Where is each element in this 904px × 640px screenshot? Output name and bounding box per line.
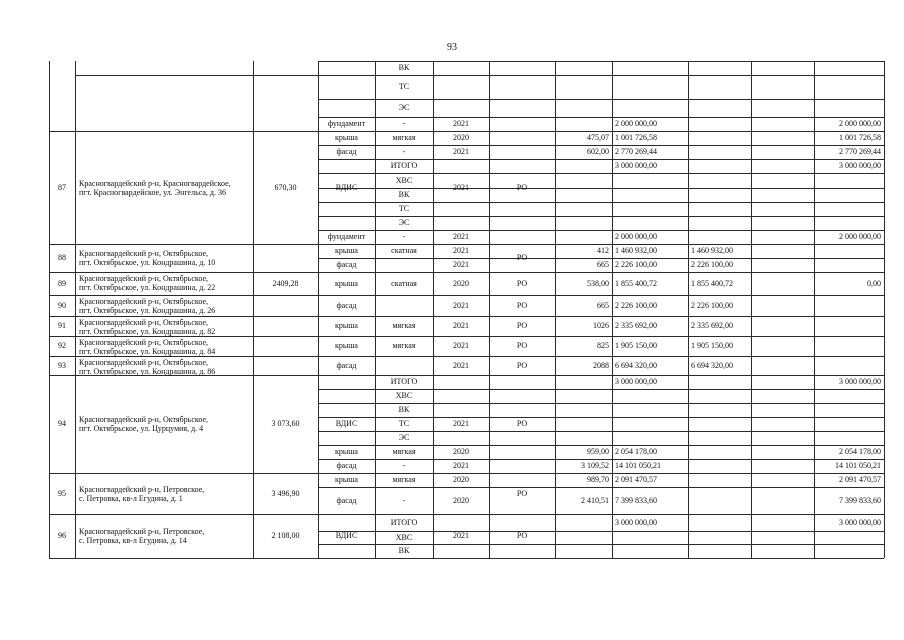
cell-sum: 3 000 000,00 xyxy=(615,377,657,386)
cell-roof: - xyxy=(402,232,406,241)
cell-roof: - xyxy=(402,461,406,470)
cell-sum: 2 000 000,00 xyxy=(615,119,657,128)
cell-year: 2021 xyxy=(453,301,469,310)
table-rule-vertical xyxy=(49,61,50,558)
table-rule-vertical xyxy=(612,61,613,558)
address-line: Красногвардейский р-н, Петровское, xyxy=(79,527,205,536)
cell-roof: мягкая xyxy=(392,133,416,142)
group-year: 2021 xyxy=(453,419,469,428)
group-square: 3 496,90 xyxy=(271,488,300,498)
cell-el: фасад xyxy=(336,361,357,370)
table-rule-vertical xyxy=(75,61,76,558)
address-line: пгт. Октябрьское, ул. Цурцумия, д. 4 xyxy=(79,424,204,433)
cell-year: 2020 xyxy=(453,496,469,505)
cell-area: 959,00 xyxy=(587,447,609,456)
cell-num: 89 xyxy=(58,279,66,288)
table-rule-horizontal xyxy=(318,514,884,515)
cell-sum: 2 091 470,57 xyxy=(615,475,657,484)
cell-ro: РО xyxy=(516,279,528,288)
group-ro: РО xyxy=(516,488,528,498)
table-rule-horizontal xyxy=(49,244,318,245)
table-rule-vertical xyxy=(375,61,376,558)
cell-year: 2020 xyxy=(453,279,469,288)
group-ro: РО xyxy=(516,182,528,192)
cell-el: фасад xyxy=(336,147,357,156)
address-line: пгт. Октябрьское, ул. Кондрашина, д. 86 xyxy=(79,367,216,376)
table-rule-horizontal xyxy=(318,145,884,146)
address-line: пгт. Октябрьское, ул. Кондрашина, д. 10 xyxy=(79,258,216,267)
cell-last: 1 001 726,58 xyxy=(839,133,881,142)
cell-last: 2 000 000,00 xyxy=(839,232,881,241)
cell-area: 2088 xyxy=(593,361,609,370)
table-rule-horizontal xyxy=(318,230,884,231)
cell-el: фундамент xyxy=(327,232,366,241)
cell-sum: 7 399 833,60 xyxy=(615,496,657,505)
cell-eng: ВК xyxy=(398,546,410,555)
page-number: 93 xyxy=(447,42,457,53)
cell-year: 2021 xyxy=(453,260,469,269)
cell-c1: 2 226 100,00 xyxy=(691,260,733,269)
cell-area: 475,07 xyxy=(587,133,609,142)
address-line: Красногвардейский р-н, Октябрьское, xyxy=(79,249,208,258)
cell-year: 2021 xyxy=(453,232,469,241)
address-line: Красногвардейский р-н, Красногвардейское, xyxy=(79,178,231,188)
table-rule-horizontal xyxy=(318,159,884,160)
table-rule-horizontal xyxy=(49,473,318,474)
cell-area: 665 xyxy=(597,260,609,269)
table-rule-vertical xyxy=(751,61,752,558)
cell-area: 1026 xyxy=(593,321,609,330)
table-rule-horizontal xyxy=(318,244,884,245)
cell-eng: ХВС xyxy=(395,176,413,185)
cell-eng: ХВС xyxy=(395,533,413,542)
cell-roof: скатная xyxy=(391,246,417,255)
table-rule-horizontal xyxy=(318,117,884,118)
cell-sum: 3 000 000,00 xyxy=(615,518,657,527)
cell-el: крыша xyxy=(335,321,358,330)
address-line: пгт. Октябрьское, ул. Кондрашина, д. 22 xyxy=(79,283,216,292)
group-sys: ВДИС xyxy=(335,531,358,540)
address-line: пгт. Красногвардейское, ул. Энгельса, д. 36 xyxy=(79,187,226,197)
cell-sum: 2 335 692,00 xyxy=(615,321,657,330)
cell-year: 2021 xyxy=(453,147,469,156)
table-rule-horizontal xyxy=(318,389,884,390)
cell-last: 3 000 000,00 xyxy=(839,518,881,527)
table-rule-vertical xyxy=(253,61,254,558)
table-rule-vertical xyxy=(433,61,434,558)
table-rule-horizontal xyxy=(318,99,884,100)
cell-year: 2021 xyxy=(453,361,469,370)
group-num: 94 xyxy=(58,419,66,428)
address-line: пгт. Октябрьское, ул. Кондрашина, д. 84 xyxy=(79,347,216,356)
cell-roof: скатная xyxy=(391,279,417,288)
cell-sum: 2 226 100,00 xyxy=(615,260,657,269)
cell-c1: 2 226 100,00 xyxy=(691,301,733,310)
table-rule-horizontal xyxy=(75,75,318,76)
address-line: Красногвардейский р-н, Октябрьское, xyxy=(79,318,208,327)
table-rule-horizontal xyxy=(49,316,318,317)
cell-c1: 1 855 400,72 xyxy=(691,279,733,288)
cell-eng: ИТОГО xyxy=(390,161,418,170)
cell-sum: 2 054 178,00 xyxy=(615,447,657,456)
cell-num: 91 xyxy=(58,321,66,330)
cell-el: крыша xyxy=(335,279,358,288)
table-rule-horizontal xyxy=(318,295,884,296)
cell-area: 989,70 xyxy=(587,475,609,484)
cell-area: 825 xyxy=(597,341,609,350)
table-rule-horizontal xyxy=(318,316,884,317)
table-rule-horizontal xyxy=(318,473,884,474)
table-rule-vertical xyxy=(688,61,689,558)
table-rule-horizontal xyxy=(318,375,884,376)
cell-year: 2021 xyxy=(453,321,469,330)
table-rule-vertical xyxy=(318,61,319,558)
cell-last: 2 000 000,00 xyxy=(839,119,881,128)
cell-c1: 6 694 320,00 xyxy=(691,361,733,370)
group-ro: РО xyxy=(516,419,528,428)
cell-el: фундамент xyxy=(327,119,366,128)
cell-c1: 1 460 932,00 xyxy=(691,246,733,255)
address-line: пгт. Октябрьское, ул. Кондрашина, д. 82 xyxy=(79,327,216,336)
group-num: 88 xyxy=(58,253,66,262)
cell-sum: 1 905 150,00 xyxy=(615,341,657,350)
cell-area: 665 xyxy=(597,301,609,310)
table-rule-horizontal xyxy=(318,431,884,432)
address-line: Красногвардейский р-н, Петровское, xyxy=(79,484,205,494)
cell-el: фасад xyxy=(336,260,357,269)
cell-num: 92 xyxy=(58,341,66,350)
cell-eng: ВК xyxy=(398,190,410,199)
cell-area: 2 410,51 xyxy=(581,496,609,505)
cell-last: 14 101 050,21 xyxy=(835,461,881,470)
cell-area: 3 109,52 xyxy=(581,461,609,470)
table-rule-horizontal xyxy=(49,131,318,132)
cell-ro: РО xyxy=(516,301,528,310)
cell-num: 90 xyxy=(58,301,66,310)
group-square: 2 108,00 xyxy=(271,531,300,540)
cell-roof: мягкая xyxy=(392,341,416,350)
table-rule-horizontal xyxy=(318,336,884,337)
cell-area: 538,00 xyxy=(587,279,609,288)
cell-el: фасад xyxy=(336,461,357,470)
table-rule-horizontal xyxy=(318,403,884,404)
cell-el: крыша xyxy=(335,341,358,350)
cell-year: 2021 xyxy=(453,461,469,470)
cell-last: 3 000 000,00 xyxy=(839,377,881,386)
group-num: 95 xyxy=(58,488,66,498)
table-rule-horizontal xyxy=(318,356,884,357)
cell-sum: 14 101 050,21 xyxy=(615,461,661,470)
cell-sum: 2 226 100,00 xyxy=(615,301,657,310)
cell-num: 93 xyxy=(58,361,66,370)
cell-last: 2 054 178,00 xyxy=(839,447,881,456)
group-num: 87 xyxy=(58,182,66,192)
address-line: с. Петровка, кв-л Егудина, д. 14 xyxy=(79,536,187,545)
cell-square: 2409,28 xyxy=(272,279,299,288)
cell-last: 2 770 269,44 xyxy=(839,147,881,156)
table-rule-horizontal xyxy=(318,258,884,259)
group-year: 2021 xyxy=(453,182,469,192)
address-line: с. Петровка, кв-л Егудина, д. 1 xyxy=(79,493,183,503)
cell-el: крыша xyxy=(335,475,358,484)
cell-roof: мягкая xyxy=(392,321,416,330)
table-rule-horizontal xyxy=(318,173,884,174)
cell-roof: мягкая xyxy=(392,447,416,456)
cell-ro: РО xyxy=(516,341,528,350)
cell-year: 2020 xyxy=(453,475,469,484)
cell-last: 0,00 xyxy=(867,279,881,288)
table-rule-vertical xyxy=(814,61,815,558)
table-rule-horizontal xyxy=(318,531,884,532)
table-rule-horizontal xyxy=(49,356,318,357)
group-sys: ВДИС xyxy=(335,419,358,428)
group-ro: РО xyxy=(516,253,528,262)
cell-eng: ЭС xyxy=(398,103,410,112)
cell-last: 2 091 470,57 xyxy=(839,475,881,484)
group-square: 670,30 xyxy=(274,182,297,192)
cell-eng: ТС xyxy=(398,419,410,428)
table-rule-vertical xyxy=(555,61,556,558)
cell-sum: 2 000 000,00 xyxy=(615,232,657,241)
cell-el: крыша xyxy=(335,447,358,456)
cell-sum: 1 855 400,72 xyxy=(615,279,657,288)
cell-roof: мягкая xyxy=(392,475,416,484)
cell-eng: ВК xyxy=(398,405,410,414)
group-year: 2021 xyxy=(453,531,469,540)
table-rule-horizontal xyxy=(318,216,884,217)
cell-roof: - xyxy=(402,496,406,505)
cell-sum: 2 770 269,44 xyxy=(615,147,657,156)
address-line: Красногвардейский р-н, Октябрьское, xyxy=(79,297,208,306)
table-rule-horizontal xyxy=(318,417,884,418)
cell-sum: 6 694 320,00 xyxy=(615,361,657,370)
cell-ro: РО xyxy=(516,321,528,330)
cell-c1: 1 905 150,00 xyxy=(691,341,733,350)
table-rule-horizontal xyxy=(318,131,884,132)
table-rule-horizontal xyxy=(318,75,884,76)
cell-year: 2020 xyxy=(453,447,469,456)
group-sys: ВДИС xyxy=(335,182,358,192)
cell-el: крыша xyxy=(335,246,358,255)
table-rule-horizontal xyxy=(318,202,884,203)
cell-ro: РО xyxy=(516,361,528,370)
table-rule-horizontal xyxy=(49,272,318,273)
cell-roof: - xyxy=(402,147,406,156)
table-rule-horizontal xyxy=(318,544,884,545)
cell-area: 412 xyxy=(597,246,609,255)
table-rule-horizontal xyxy=(49,336,318,337)
table-rule-horizontal xyxy=(318,61,884,62)
cell-year: 2021 xyxy=(453,246,469,255)
cell-last: 3 000 000,00 xyxy=(839,161,881,170)
table-rule-horizontal xyxy=(318,272,884,273)
group-ro: РО xyxy=(516,531,528,540)
cell-eng: ИТОГО xyxy=(390,377,418,386)
cell-year: 2020 xyxy=(453,133,469,142)
table-rule-horizontal xyxy=(318,459,884,460)
cell-last: 7 399 833,60 xyxy=(839,496,881,505)
cell-eng: ЭС xyxy=(398,433,410,442)
address-line: Красногвардейский р-н, Октябрьское, xyxy=(79,274,208,283)
table-rule-horizontal xyxy=(318,188,884,189)
address-line: Красногвардейский р-н, Октябрьское, xyxy=(79,358,208,367)
address-line: Красногвардейский р-н, Октябрьское, xyxy=(79,415,208,424)
cell-eng: ТС xyxy=(398,204,410,213)
cell-sum: 3 000 000,00 xyxy=(615,161,657,170)
cell-el: фасад xyxy=(336,496,357,505)
cell-area: 602,00 xyxy=(587,147,609,156)
cell-sum: 1 460 932,00 xyxy=(615,246,657,255)
cell-sum: 1 001 726,58 xyxy=(615,133,657,142)
cell-eng: ВК xyxy=(398,63,410,72)
table-rule-horizontal xyxy=(318,445,884,446)
table-rule-horizontal xyxy=(49,558,884,559)
cell-el: фасад xyxy=(336,301,357,310)
cell-year: 2021 xyxy=(453,341,469,350)
group-num: 96 xyxy=(58,531,66,540)
table-rule-vertical xyxy=(489,61,490,558)
cell-roof: - xyxy=(402,119,406,128)
table-rule-horizontal xyxy=(49,295,318,296)
group-square: 3 073,60 xyxy=(271,419,300,428)
address-line: пгт. Октябрьское, ул. Кондрашина, д. 26 xyxy=(79,306,216,315)
cell-el: крыша xyxy=(335,133,358,142)
table-rule-horizontal xyxy=(49,514,318,515)
cell-c1: 2 335 692,00 xyxy=(691,321,733,330)
cell-eng: ТС xyxy=(398,82,410,91)
table-rule-horizontal xyxy=(318,487,884,488)
cell-eng: ХВС xyxy=(395,391,413,400)
cell-eng: ЭС xyxy=(398,218,410,227)
cell-eng: ИТОГО xyxy=(390,518,418,527)
table-rule-vertical xyxy=(884,61,885,558)
cell-year: 2021 xyxy=(453,119,469,128)
address-line: Красногвардейский р-н, Октябрьское, xyxy=(79,338,208,347)
